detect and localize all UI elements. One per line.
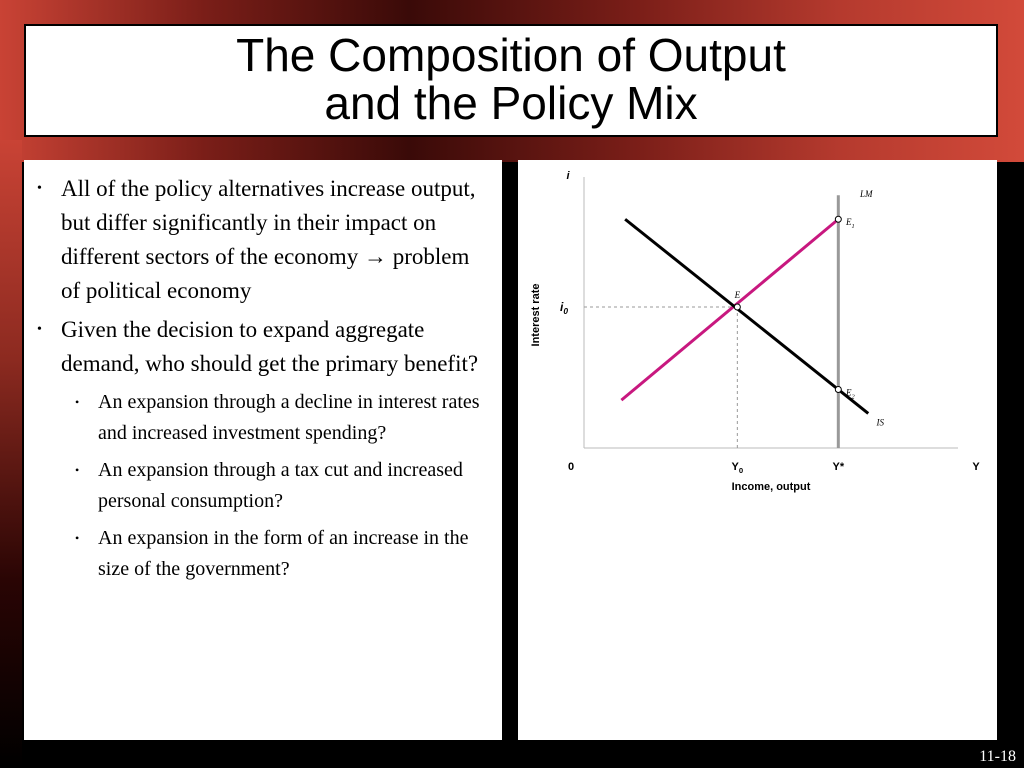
sub-bullet-text: An expansion through a decline in interest rates and increased investment spending? (98, 391, 480, 444)
equilibrium-point-0 (734, 304, 740, 310)
slide-number: 11-18 (979, 748, 1016, 765)
sub-bullet-item (61, 523, 494, 585)
bullet-text: Given the decision to expand aggregate demand, who should get the primary benefit? (61, 317, 479, 376)
series-lm-line (621, 219, 838, 400)
equilibrium-label-1-subscript: 1 (851, 223, 855, 231)
sub-bullet-list (61, 387, 494, 585)
x-tick-label-1: Y* (832, 461, 845, 473)
sub-bullet-item (61, 455, 494, 517)
bullet-item (34, 313, 494, 585)
x-tick-label-0-subscript: 0 (738, 466, 744, 475)
sub-bullet-dot: • (75, 395, 80, 409)
equilibrium-label-1: $E_1$ (845, 217, 855, 231)
series-label-lm: LM (860, 189, 873, 200)
bullet-dot: • (37, 181, 42, 196)
equilibrium-label-2-subscript: 2 (851, 393, 855, 401)
y-axis-symbol: i (566, 170, 570, 182)
x-tick-label-0: $Y_0$ (731, 461, 744, 475)
equilibrium-point-2 (835, 386, 841, 392)
left-decoration (0, 140, 22, 768)
chart-panel (518, 160, 997, 740)
bullet-dot: • (37, 322, 42, 337)
sub-bullet-dot: • (75, 463, 80, 477)
slide-title-line-1: The Composition of Output (236, 29, 786, 81)
bullet-list (34, 172, 494, 585)
is-lm-chart (518, 160, 997, 740)
sub-bullet-item (61, 387, 494, 449)
y-tick-label-0-subscript: 0 (563, 306, 569, 317)
equilibrium-label-2: $E_2$ (845, 387, 855, 401)
series-is-line (625, 219, 868, 413)
x-axis-symbol: Y (972, 461, 980, 473)
sub-bullet-dot: • (75, 531, 80, 545)
y-axis-label: Interest rate (530, 283, 542, 347)
y-tick-label-0: $i_0$ (559, 300, 569, 317)
sub-bullet-text: An expansion in the form of an increase in the size of the government? (98, 527, 469, 580)
equilibrium-point-1 (835, 216, 841, 222)
origin-label: 0 (567, 461, 575, 473)
sub-bullet-text: An expansion through a tax cut and increased personal consumption? (98, 459, 463, 512)
text-panel (24, 160, 502, 740)
title-box (24, 24, 998, 137)
bullet-item (34, 172, 494, 308)
slide-title-line-2: and the Policy Mix (324, 77, 698, 129)
equilibrium-label-0: E (734, 290, 741, 301)
x-axis-label: Income, output (731, 481, 811, 493)
series-label-is: IS (876, 417, 884, 428)
bullet-text: All of the policy alternatives increase output, but differ significantly in their impact on different sectors of the economy → problem of political economy (61, 176, 476, 303)
